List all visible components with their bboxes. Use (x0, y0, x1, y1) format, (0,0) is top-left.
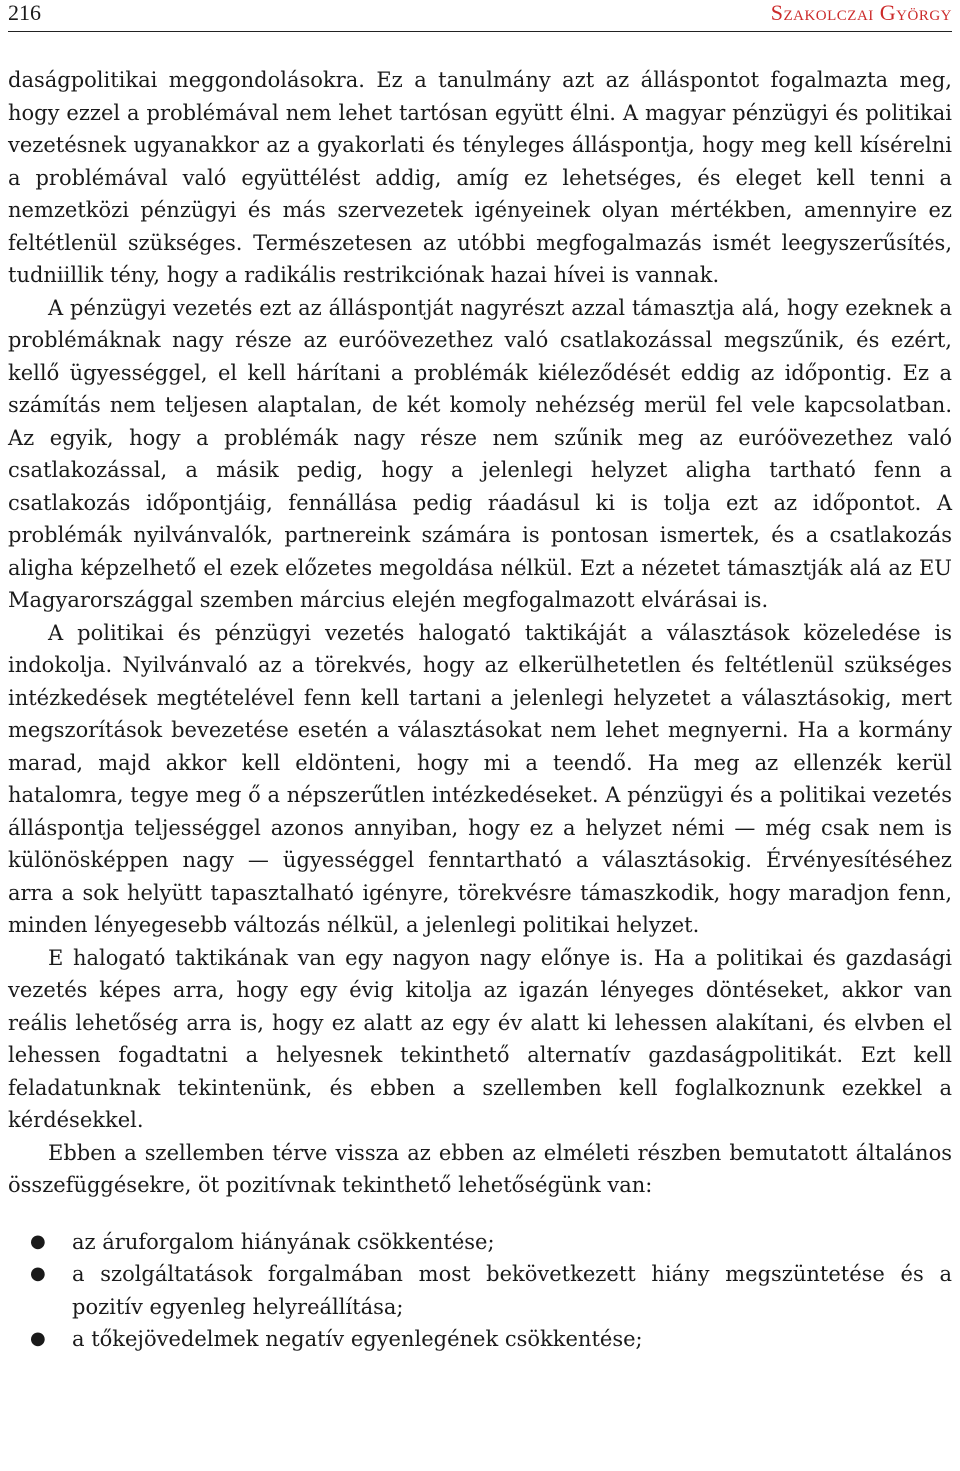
paragraph: A politikai és pénzügyi vezetés halogató taktikáját a választások közeledése is indokolja. Nyilvánvaló az a törekvés, hogy az elkerülhetetlen és feltétlenül szükséges intézkedések megtételével fenn kell tartani a jelenlegi helyzetet a választásokig, mert megszorítások bevezetése esetén a választásokat nem lehet megnyerni. Ha a kormány marad, majd akkor kell eldönteni, hogy mi a teendő. Ha meg az ellenzék kerül hatalomra, tegye meg ő a népszerűtlen intézkedéseket. A pénzügyi és a politikai vezetés álláspontja teljességgel azonos annyiban, hogy ez a helyzet némi — még csak nem is különösképpen nagy — ügyességgel fenntartható a választásokig. Érvényesítéséhez arra a sok helyütt tapasztalható igényre, törekvésre támaszkodik, hogy maradjon fenn, minden lényegesebb változás nélkül, a jelenlegi politikai helyzet. (8, 620, 952, 937)
list-item (8, 1258, 952, 1323)
list-item-text: a tőkejövedelmek negatív egyenlegének csökkentése; (72, 1327, 643, 1351)
running-head-author[interactable]: Szakolczai György (770, 0, 952, 25)
list-item (8, 1323, 952, 1356)
page-header (8, 0, 952, 32)
paragraph: E halogató taktikának van egy nagyon nagy előnye is. Ha a politikai és gazdasági vezetés képes arra, hogy egy évig kitolja az igazán lényeges döntéseket, akkor van reális lehetőség arra is, hogy ez alatt az egy év alatt ki lehessen alakítani, és elvben el lehessen fogadtatni a helyesnek tekinthető alternatív gazdaságpolitikát. Ezt kell feladatunknak tekintenünk, és ebben a szellemben kell foglalkoznunk ezekkel a kérdésekkel. (8, 945, 952, 1132)
list-item-text: az áruforgalom hiányának csökkentése; (72, 1229, 495, 1254)
paragraph: A pénzügyi vezetés ezt az álláspontját nagyrészt azzal támasztja alá, hogy ezeknek a problémáknak nagy része az euróövezethez való csatlakozással megszűnik, és ezért, kellő ügyességgel, el kell hárítani a problémák kiéleződését eddig az időpontig. Ez a számítás nem teljesen alaptalan, de két komoly nehézség merül fel vele kapcsolatban. Az egyik, hogy a problémák nagy része nem szűnik meg az euróövezethez való csatlakozással, a másik pedig, hogy a jelenlegi helyzet aligha tartható fenn a csatlakozás időpontjáig, fennállása pedig ráadásul ki is tolja ezt az időpontot. A problémák nyilvánvalók, partnereink számára is pontosan ismertek, és a csatlakozás aligha képzelhető el ezek előzetes megoldása nélkül. Ezt a nézetet támasztják alá az EU Magyarországgal szemben március elején megfogalmazott elvárásai is. (8, 295, 952, 612)
paragraph: daságpolitikai meggondolásokra. Ez a tanulmány azt az álláspontot fogalmazta meg, hogy ezzel a problémával nem lehet tartósan együtt élni. A magyar pénzügyi és politikai vezetésnek ugyanakkor az a gyakorlati és tényleges álláspontja, hogy meg kell kísérelni a problémával való együttélést addig, amíg ez lehetséges, és eleget kell tenni a nemzetközi pénzügyi és más szervezetek igényeinek olyan mértékben, amennyire ez feltétlenül szükséges. Természetesen az utóbbi megfogalmazás ismét leegyszerűsítés, tudniillik tény, hogy a radikális restrikciónak hazai hívei is vannak. (8, 68, 952, 287)
page-number: 216 (8, 0, 41, 25)
list-item-text: a szolgáltatások forgalmában most bekövetkezett hiány megszüntetése és a pozitív egyenleg helyreállítása; (72, 1262, 952, 1319)
bullet-icon: ● (30, 1230, 46, 1252)
list-item (8, 1226, 952, 1259)
paragraph: Ebben a szellemben térve vissza az ebben az elméleti részben bemutatott általános összefüggésekre, öt pozitívnak tekinthető lehetőségünk van: (8, 1140, 952, 1197)
body-text (8, 64, 952, 1356)
bullet-icon: ● (30, 1328, 46, 1349)
bullet-icon: ● (30, 1263, 46, 1284)
bullet-list (8, 1226, 952, 1356)
